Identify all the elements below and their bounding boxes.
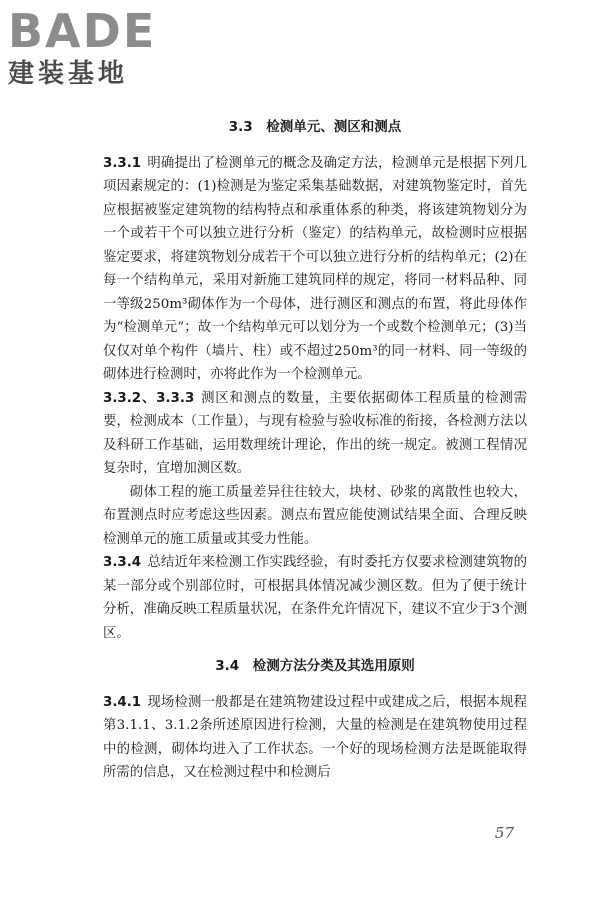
clause-text: 测区和测点的数量，主要依据砌体工程质量的检测需要，检测成本（工作量），与现有检验与验收标准的衔接，各检测方法以及科研工作基础，运用数理统计理论，作出的统一规定。被测工程情况复杂时，宜增加测区数。 <box>103 390 527 476</box>
clause-3-3-3-continued: 砌体工程的施工质量差异往往较大，块材、砂浆的离散性也较大，布置测点时应考虑这些因素。测点布置应能使测试结果全面、合理反映检测单元的施工质量或其受力性能。 <box>103 484 527 547</box>
clause-3-3-1 <box>103 152 527 387</box>
clause-number: 3.3.1 <box>103 155 142 171</box>
document-body <box>103 116 527 785</box>
clause-text: 总结近年来检测工作实践经验，有时委托方仅要求检测建筑物的某一部分或个别部位时，可根据具体情况减少测区数。但为了便于统计分析，准确反映工程质量状况，在条件允许情况下，建议不宜少于3个测区。 <box>103 555 527 641</box>
logo-wordmark: BADE <box>8 4 157 58</box>
logo-subtitle: 建装基地 <box>8 59 129 89</box>
clause-text: 现场检测一般都是在建筑物建设过程中或建成之后，根据本规程第3.1.1、3.1.2条所述原因进行检测，大量的检测是在建筑物使用过程中的检测，砌体均进入了工作状态。一个好的现场检测方法是既能取得所需的信息，又在检测过程中和检测后 <box>103 694 527 780</box>
bade-logo <box>8 6 178 90</box>
clause-number: 3.3.4 <box>103 555 142 570</box>
clause-3-3-2-3 <box>103 387 527 481</box>
clause-3-3-4 <box>103 551 527 645</box>
clause-number: 3.4.1 <box>103 694 142 710</box>
page-number: 57 <box>494 824 514 842</box>
section-title-3-4: 3.4 检测方法分类及其选用原则 <box>215 658 415 674</box>
clause-3-4-1 <box>103 691 527 785</box>
clause-number: 3.3.2、3.3.3 <box>103 390 195 406</box>
section-title-3-3: 3.3 检测单元、测区和测点 <box>228 119 402 135</box>
clause-text: 明确提出了检测单元的概念及确定方法，检测单元是根据下列几项因素规定的：(1)检测是为鉴定采集基础数据，对建筑物鉴定时，首先应根据被鉴定建筑物的结构特点和承重体系的种类，将该建筑物划分为一个或若干个可以独立进行分析（鉴定）的结构单元，故检测时应根据鉴定要求，将建筑物划分成若干个可以独立进行分析的结构单元；(2)在每一个结构单元，采用对新施工建筑同样的规定，将同一材料品种、同一等级250m³砌体作为一个母体，进行测区和测点的布置，将此母体作为“检测单元”；故一个结构单元可以划分为一个或数个检测单元；(3)当仅仅对单个构件（墙片、柱）或不超过250m³的同一材料、同一等级的砌体进行检测时，亦将此作为一个检测单元。 <box>103 155 527 382</box>
